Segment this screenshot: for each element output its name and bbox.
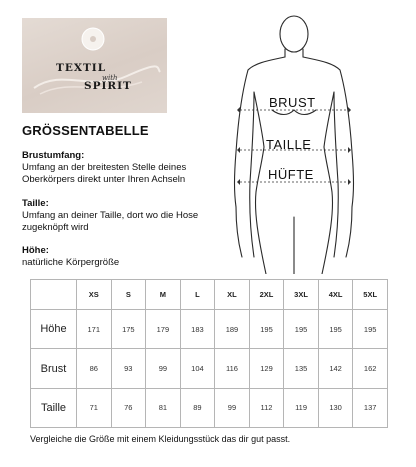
table-cell: 112	[249, 388, 284, 427]
column-header: L	[180, 280, 215, 310]
table-cell: 119	[284, 388, 319, 427]
section-heading: Taille:	[22, 198, 49, 209]
column-header: 4XL	[318, 280, 353, 310]
section-text: Oberkörpers direkt unter Ihren Achseln	[22, 174, 186, 185]
section-text: Umfang an der breitesten Stelle deines	[22, 162, 187, 173]
figure-label-huefte: HÜFTE	[268, 167, 314, 182]
logo-text-spirit: SPIRIT	[84, 80, 132, 92]
table-cell: 195	[353, 310, 388, 349]
table-cell: 130	[318, 388, 353, 427]
table-cell: 99	[215, 388, 250, 427]
table-cell: 76	[111, 388, 146, 427]
table-cell: 81	[146, 388, 181, 427]
table-cell: 116	[215, 349, 250, 388]
table-cell: 195	[284, 310, 319, 349]
table-row	[31, 349, 388, 388]
section-hoehe	[22, 245, 119, 269]
row-header: Brust	[31, 349, 77, 388]
table-cell: 135	[284, 349, 319, 388]
fit-note: Vergleiche die Größe mit einem Kleidungsstück das dir gut passt.	[30, 434, 291, 444]
figure-label-taille: TAILLE	[266, 137, 312, 152]
row-header: Taille	[31, 388, 77, 427]
table-row	[31, 388, 388, 427]
table-header-row	[31, 280, 388, 310]
column-header: M	[146, 280, 181, 310]
size-table	[30, 279, 388, 428]
section-heading: Brustumfang:	[22, 150, 85, 161]
table-cell: 179	[146, 310, 181, 349]
column-header: 3XL	[284, 280, 319, 310]
table-cell: 189	[215, 310, 250, 349]
table-cell: 104	[180, 349, 215, 388]
row-header: Höhe	[31, 310, 77, 349]
section-text: natürliche Körpergröße	[22, 257, 120, 268]
section-text: zugeknöpft wird	[22, 222, 89, 233]
column-header: S	[111, 280, 146, 310]
table-cell: 71	[77, 388, 112, 427]
logo-text-textil: TEXTIL	[56, 62, 107, 74]
table-cell: 89	[180, 388, 215, 427]
table-cell: 195	[318, 310, 353, 349]
brand-logo	[22, 18, 167, 113]
section-text: Umfang an deiner Taille, dort wo die Hose	[22, 210, 199, 221]
column-header: XS	[77, 280, 112, 310]
table-corner-cell	[31, 280, 77, 310]
table-cell: 162	[353, 349, 388, 388]
column-header: 5XL	[353, 280, 388, 310]
table-cell: 195	[249, 310, 284, 349]
logo-text-with: with	[102, 74, 118, 82]
table-cell: 86	[77, 349, 112, 388]
figure-label-brust: BRUST	[269, 95, 316, 110]
table-cell: 142	[318, 349, 353, 388]
table-cell: 183	[180, 310, 215, 349]
table-cell: 129	[249, 349, 284, 388]
column-header: 2XL	[249, 280, 284, 310]
section-heading: Höhe:	[22, 245, 49, 256]
section-brustumfang	[22, 150, 186, 186]
table-cell: 99	[146, 349, 181, 388]
column-header: XL	[215, 280, 250, 310]
table-cell: 93	[111, 349, 146, 388]
section-taille	[22, 198, 198, 234]
table-cell: 137	[353, 388, 388, 427]
table-cell: 175	[111, 310, 146, 349]
table-row	[31, 310, 388, 349]
table-cell: 171	[77, 310, 112, 349]
sun-icon	[80, 26, 106, 52]
page-title: GRÖSSENTABELLE	[22, 123, 149, 138]
